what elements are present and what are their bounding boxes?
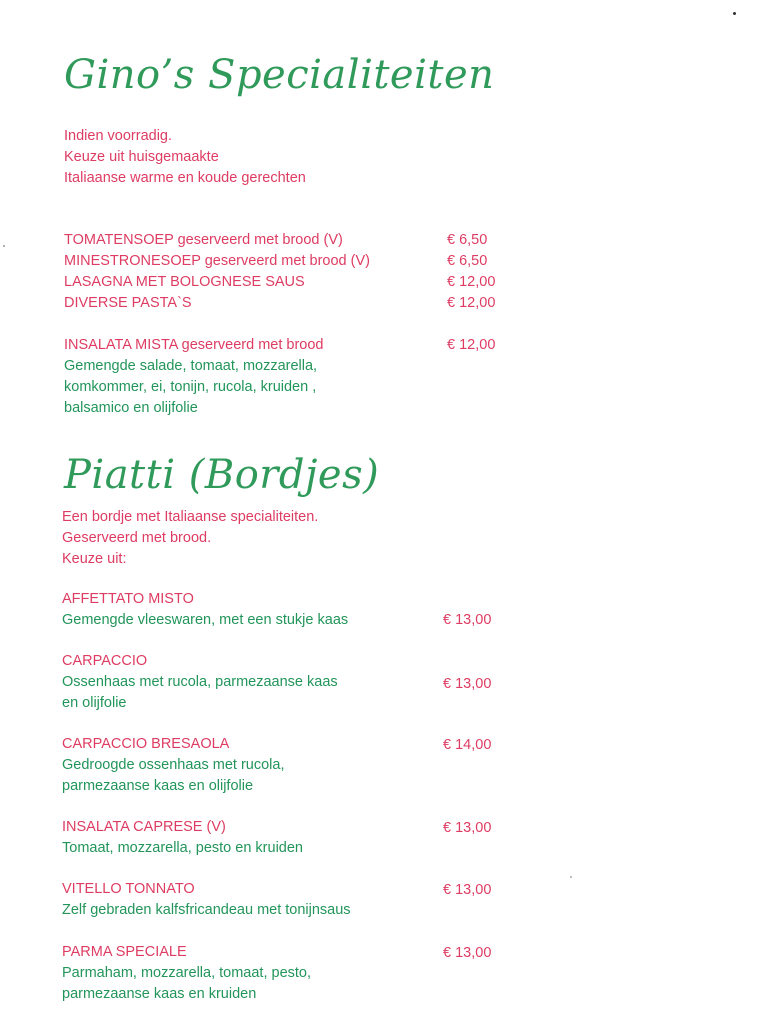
menu-item-name: PARMA SPECIALE: [62, 944, 187, 960]
scan-speck: [3, 245, 5, 247]
scan-speck: [733, 12, 736, 15]
menu-item-description: parmezaanse kaas en olijfolie: [62, 778, 254, 794]
section-title-piatti: Piatti (Bordjes): [64, 452, 380, 498]
menu-item-price: € 14,00: [443, 737, 492, 753]
menu-item-name: DIVERSE PASTA`S: [64, 295, 192, 311]
menu-item-name: LASAGNA MET BOLOGNESE SAUS: [64, 274, 305, 290]
intro-note: Keuze uit huisgemaakte: [64, 149, 219, 165]
menu-item-description: Parmaham, mozzarella, tomaat, pesto,: [62, 965, 312, 981]
menu-item-name: AFFETTATO MISTO: [62, 591, 194, 607]
menu-item-name: TOMATENSOEP geserveerd met brood (V): [64, 232, 343, 248]
menu-item-price: € 12,00: [447, 295, 496, 311]
menu-item-price: € 12,00: [447, 337, 496, 353]
menu-item-name: VITELLO TONNATO: [62, 881, 195, 897]
menu-item-description: Gemengde salade, tomaat, mozzarella,: [64, 358, 318, 374]
intro-note: Italiaanse warme en koude gerechten: [64, 170, 306, 186]
scan-speck: [570, 876, 572, 878]
intro-note: Indien voorradig.: [64, 128, 173, 144]
menu-item-price: € 6,50: [447, 253, 488, 269]
section-title-specialiteiten: Gino’s Specialiteiten: [64, 52, 495, 98]
menu-item-description: parmezaanse kaas en kruiden: [62, 986, 257, 1002]
menu-item-description: Gedroogde ossenhaas met rucola,: [62, 757, 285, 773]
menu-item-description: en olijfolie: [62, 695, 127, 711]
menu-item-description: Tomaat, mozzarella, pesto en kruiden: [62, 840, 303, 856]
menu-item-price: € 13,00: [443, 945, 492, 961]
menu-item-name: MINESTRONESOEP geserveerd met brood (V): [64, 253, 370, 269]
intro-note: Keuze uit:: [62, 551, 127, 567]
menu-item-price: € 13,00: [443, 820, 492, 836]
menu-item-price: € 6,50: [447, 232, 488, 248]
menu-item-price: € 13,00: [443, 676, 492, 692]
menu-item-description: Gemengde vleeswaren, met een stukje kaas: [62, 612, 349, 628]
menu-item-name: CARPACCIO BRESAOLA: [62, 736, 230, 752]
menu-item-price: € 13,00: [443, 612, 492, 628]
menu-item-name: CARPACCIO: [62, 653, 148, 669]
intro-note: Geserveerd met brood.: [62, 530, 212, 546]
menu-item-description: Zelf gebraden kalfsfricandeau met tonijnsaus: [62, 902, 351, 918]
menu-item-description: balsamico en olijfolie: [64, 400, 198, 416]
menu-item-description: Ossenhaas met rucola, parmezaanse kaas: [62, 674, 338, 690]
menu-item-description: komkommer, ei, tonijn, rucola, kruiden ,: [64, 379, 317, 395]
menu-item-name: INSALATA MISTA geserveerd met brood: [64, 337, 324, 353]
menu-item-name: INSALATA CAPRESE (V): [62, 819, 226, 835]
intro-note: Een bordje met Italiaanse specialiteiten.: [62, 509, 319, 525]
menu-item-price: € 13,00: [443, 882, 492, 898]
menu-item-price: € 12,00: [447, 274, 496, 290]
